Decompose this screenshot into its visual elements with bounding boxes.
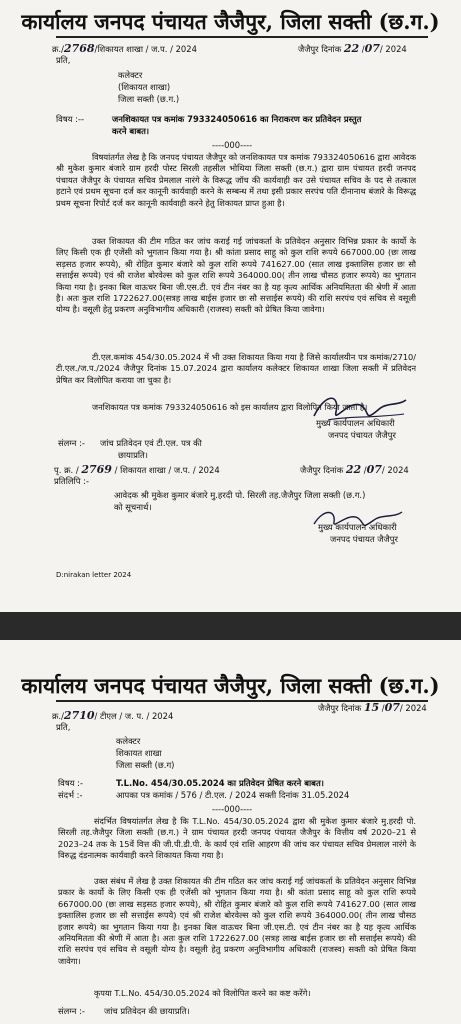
reference-label: संदर्भ :- — [58, 790, 83, 800]
enclosure-text-2: छायाप्रति। — [118, 450, 148, 460]
letter-page-2 — [0, 640, 461, 1024]
signatory-designation-2: मुख्य कार्यपालन अधिकारी — [318, 522, 397, 532]
body-paragraph-2: उक्त शिकायत की टीम गठित कर जांच कराई गई जांचकर्ता के प्रतिवेदन अनुसार विभिन्न प्रकार के कार्यो के लिए किसी एक ही एजेंसी को भुगतान किया गया है। श्री कांता प्रसाद साहू को कुल राशि रूपये 667000.00 (छः लाख सड़सठ हजार रूपये), श्री रोहित कुमार बंजारे को कुल राशि रूपये 741627.00 (सात लाख इक्तालिस हजार छः सौ सत्ताईस रूपये) एवं श्री राजेश बोरवेल्स को कुल राशि रूपये 364000.00( तीन लाख चौसठ हजार रूपये) का भुगतान किया गया है। इनका बिल वाऊचर बिना जी.एस.टी. एवं टीन नंबर का है यह कृत्य आर्थिक अनियमितता की श्रेणी में आता है। अतः कुल राशि 1722627.00(सत्रह लाख बाईस हजार छः सौ सत्ताईस रूपये) की राशि सरपंच एवं सचिव से वसूली योग्य है। वसूली हेतु प्रकरण अनुविभागीय अधिकारी (राजस्व) सक्ती को प्रेषित किया जावेगा। — [56, 236, 416, 315]
pratilipi-label: प्रतिलिपि :- — [54, 476, 89, 486]
ref-line-2: क्र./2710/ टीएल / ज. प. / 2024 — [52, 709, 174, 722]
date-month-handwritten: 07 — [364, 42, 380, 55]
body-2-paragraph-1: संदर्भित विषयांतर्गत लेख है कि T.L.No. 454/30.05.2024 द्वारा श्री मुकेश कुमार बंजारे मु.हरदी पो. सिरली तह.जैजैपुर जिला सक्ती (छ.ग.) ने ग्राम पंचायत हरदी जनपद पंचायत जैजैपुर के वित्तीय वर्ष 2020–21 से 2023–24 तक के 15वें वित्त की जी.पी.डी.पी. के कार्य एवं राशि आहरण की जांच कर पंचायत सचिव प्रेमलाल नारंगे के विरुद्ध दंडनात्मक कार्यवाही करने शिकायत किया गया है। — [58, 816, 416, 861]
office-header: कार्यालय जनपद पंचायत जैजैपुर, जिला सक्ती (छ.ग.) — [21, 9, 440, 34]
subject-label-2: विषय :- — [58, 778, 84, 788]
body-2-paragraph-3: कृपया T.L.No. 454/30.05.2024 को विलोपित करने का कष्ट करेंगे। — [94, 988, 311, 998]
divider: ----000---- — [212, 140, 253, 150]
copy-recipient-line-2: को सूचनार्थ। — [114, 502, 152, 512]
date-day-handwritten-2: 15 — [363, 701, 380, 714]
addressee-line-2: (शिकायत शाखा) — [118, 82, 171, 92]
copy-date-day-handwritten: 22 — [345, 463, 362, 476]
ref-number-handwritten: 2768 — [63, 42, 95, 55]
addressee-line-3: जिला सक्ती (छ.ग.) — [118, 94, 180, 104]
date-line-2: जैजैपुर दिनांक 15 /07/ 2024 — [318, 701, 427, 714]
addressee-2-line-2: शिकायत शाखा — [116, 748, 162, 758]
copy-ref-line: पृ. क्र. / 2769 / शिकायत शाखा / ज.प. / 2024 — [54, 463, 220, 476]
prati-label: प्रति, — [56, 55, 71, 65]
prati-label-2: प्रति, — [56, 722, 71, 732]
copy-ref-number-handwritten: 2769 — [81, 463, 112, 476]
enclosure-label: संलग्न :- — [58, 438, 85, 448]
date-month-handwritten-2: 07 — [384, 701, 400, 714]
subject-text-2: T.L.No. 454/30.05.2024 का प्रतिवेदन प्रेषित करने बाबत। — [116, 778, 324, 788]
divider-2: ----000---- — [212, 804, 253, 814]
enclosure-text-2-page: जांच प्रतिवेदन की छायाप्रति। — [104, 1006, 190, 1016]
body-paragraph-1: विषयांतर्गत लेख है कि जनपद पंचायत जैजैपुर को जनशिकायत पत्र कमांक 793324050616 द्वारा आवेदक श्री मुकेश कुमार बंजारे ग्राम हरदी पोस्ट सिरली तहसील भोथिया जिला सक्ती (छ.ग.) द्वारा ग्राम पंचायत हरदी जनपद पंचायत जैजैपुर के पंचायत सचिव प्रेमलाल नारंगे के विरूद्ध जॉच की कार्यवाही कर उसे पंचायत सचिव के पद से तत्काल हटाने एवं प्रथम सूचना दर्ज कर कानूनी कार्यवाही करने के सम्बन्ध में तथा इसी प्रकार सरपंच पति दीनानाथ बंजारे के विरूद्ध प्रथम सूचना रिपोर्ट दर्ज कर कानूनी कार्यवाही करने हेतु शिकायत प्राप्त हुआ है। — [56, 152, 416, 208]
signatory-office-2: जनपद पंचायत जैजैपुर — [330, 534, 398, 544]
enclosure-label-2: संलग्न :- — [58, 1006, 85, 1016]
date-line: जैजैपुर दिनांक 22 /07/ 2024 — [298, 42, 407, 55]
ref-line: क्र./2768/शिकायत शाखा / ज.प. / 2024 — [52, 42, 197, 55]
copy-recipient-line-1: आवेदक श्री मुकेश कुमार बंजारे मु.हरदी पो. सिरली तह.जैजैपुर जिला सक्ती (छ.ग.) — [114, 490, 366, 500]
subject-line-2: करने बाबत। — [112, 126, 150, 136]
body-paragraph-4: जनशिकायत पत्र कमांक 793324050616 को इस कार्यालय द्वारा विलोपित किया जाता है। — [92, 402, 368, 412]
addressee-line-1: कलेक्टर — [118, 70, 143, 80]
reference-text: आपका पत्र कमांक / 576 / टी.एल. / 2024 सक्ती दिनांक 31.05.2024 — [116, 790, 350, 800]
office-header-2: कार्यालय जनपद पंचायत जैजैपुर, जिला सक्ती (छ.ग.) — [21, 673, 440, 698]
page-separator — [0, 612, 461, 640]
header-underline — [56, 36, 428, 38]
copy-date-month-handwritten: 07 — [366, 463, 382, 476]
file-path-note: D:nirakan letter 2024 — [56, 571, 132, 579]
date-day-handwritten: 22 — [343, 42, 360, 55]
subject-line-1: जनशिकायत पत्र कमांक 793324050616 का निराकरण कर प्रतिवेदन प्रस्तुत — [112, 114, 362, 124]
addressee-2-line-3: जिला सक्ती (छ.ग) — [116, 760, 175, 770]
ref-number-handwritten-2: 2710 — [63, 709, 95, 722]
body-2-paragraph-2: उक्त संबंध में लेख है उक्त शिकायत की टीम गठित कर जांच कराई गई जांचकर्ता के प्रतिवेदन अनुसार विभिन्न प्रकार के कार्यो के लिए किसी एक ही एजेंसी को भुगतान किया गया है। श्री कांता प्रसाद साहू को कुल राशि रूपये 667000.00 (छः लाख सड़सठ हजार रूपये), श्री रोहित कुमार बंजारे को कुल राशि रूपये 741627.00 (सात लाख इक्तालिस हजार छः सौ सत्ताईस रूपये) एवं श्री राजेश बोरवेल्स को कुल राशि रूपये 364000.00( तीन लाख चौसठ हजार रूपये) का भुगतान किया गया है। इनका बिल वाऊचर बिना जी.एस.टी. एवं टीन नंबर का है यह कृत्य आर्थिक अनियमितता की श्रेणी में आता है। अतः कुल राशि 1722627.00 (सत्रह लाख बाईस हजार छः सौ सत्ताईस रूपये) की राशि सरपंच एवं सचिव से वसूली योग्य है। वसूली हेतु प्रकरण अनुविभागीय अधिकारी (राजस्व) सक्ती को प्रेषित किया जावेगा। — [58, 876, 416, 966]
copy-date-line: जैजैपुर दिनांक 22 /07/ 2024 — [300, 463, 409, 476]
signatory-designation: मुख्य कार्यपालन अधिकारी — [316, 418, 395, 428]
signatory-office: जनपद पंचायत जैजैपुर — [328, 430, 396, 440]
addressee-2-line-1: कलेक्टर — [116, 736, 141, 746]
subject-label: विषय :-- — [56, 114, 85, 124]
body-paragraph-3: टी.एल.कमांक 454/30.05.2024 में भी उक्त शिकायत किया गया है जिसे कार्यालयीन पत्र कमांक/2710/टी.एल./ज.प./2024 जैजैपुर दिनांक 15.07.2024 द्वारा कार्यालय कलेक्टर शिकायत शाखा जिला सक्ती में प्रतिवेदन प्रेषित कर विलोपित कराया जा चुका है। — [56, 352, 416, 385]
enclosure-text: जांच प्रतिवेदन एवं टी.एल. पत्र की — [100, 438, 202, 448]
